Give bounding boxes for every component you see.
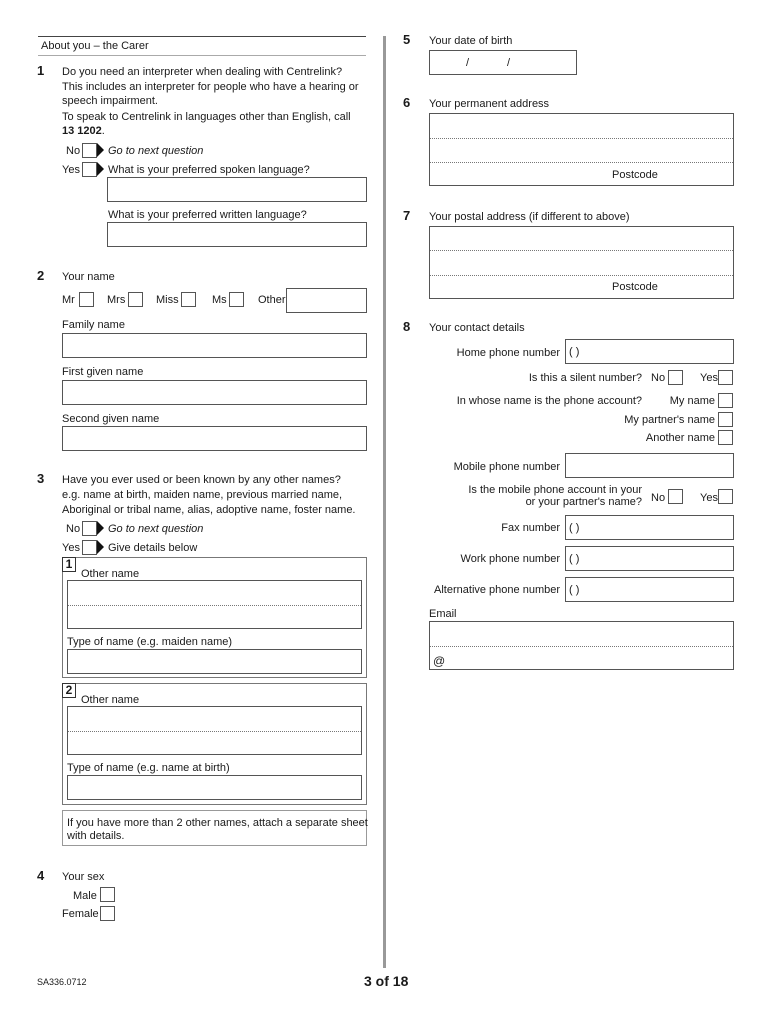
q1-number: 1 bbox=[37, 63, 45, 78]
q1-no-arrow-icon bbox=[97, 143, 104, 157]
alt-phone-label: Alternative phone number bbox=[434, 584, 560, 596]
silent-yes-label: Yes bbox=[700, 372, 718, 384]
q1-spoken-field[interactable] bbox=[107, 177, 367, 202]
q3-yes-arrow-icon bbox=[97, 540, 104, 554]
my-name-label: My name bbox=[669, 395, 715, 407]
female-label: Female bbox=[62, 908, 99, 920]
email-at-sign: @ bbox=[433, 654, 446, 668]
postal-address-field[interactable] bbox=[429, 226, 734, 299]
mobile-yes-label: Yes bbox=[700, 492, 718, 504]
dob-slash-1: / bbox=[466, 57, 470, 69]
home-phone-label: Home phone number bbox=[456, 347, 560, 359]
title-ms-checkbox[interactable] bbox=[229, 292, 244, 307]
email-divider bbox=[430, 646, 733, 647]
q7-number: 7 bbox=[403, 208, 411, 223]
q8-number: 8 bbox=[403, 319, 411, 334]
postal-address-divider-1 bbox=[430, 250, 733, 251]
other-name-2-label: Other name bbox=[81, 694, 140, 706]
permanent-address-divider-1 bbox=[430, 138, 733, 139]
q4-question: Your sex bbox=[62, 871, 105, 883]
other-name-2-type-field[interactable] bbox=[67, 775, 362, 800]
permanent-address-field[interactable] bbox=[429, 113, 734, 186]
q1-no-checkbox[interactable] bbox=[82, 143, 97, 158]
title-mr-checkbox[interactable] bbox=[79, 292, 94, 307]
alt-phone-field[interactable] bbox=[565, 577, 734, 602]
partner-name-label: My partner's name bbox=[624, 414, 715, 426]
q2-number: 2 bbox=[37, 268, 45, 283]
female-checkbox[interactable] bbox=[100, 906, 115, 921]
other-name-2-divider bbox=[68, 731, 361, 732]
form-code: SA336.0712 bbox=[37, 977, 87, 987]
family-name-label: Family name bbox=[62, 319, 125, 331]
note-line-2: with details. bbox=[67, 830, 125, 842]
q4-number: 4 bbox=[37, 868, 45, 883]
fax-label: Fax number bbox=[501, 522, 560, 534]
q3-no-label: No bbox=[66, 523, 81, 535]
male-label: Male bbox=[73, 890, 97, 902]
home-phone-area: ( ) bbox=[569, 346, 580, 358]
mobile-account-line-1: Is the mobile phone account in your bbox=[468, 484, 642, 496]
section-header-underline bbox=[38, 55, 366, 56]
other-name-1-type-label: Type of name (e.g. maiden name) bbox=[67, 636, 233, 648]
silent-no-checkbox[interactable] bbox=[668, 370, 683, 385]
q3-yes-checkbox[interactable] bbox=[82, 540, 97, 555]
male-checkbox[interactable] bbox=[100, 887, 115, 902]
postal-postcode-label: Postcode bbox=[612, 281, 658, 293]
another-name-checkbox[interactable] bbox=[718, 430, 733, 445]
q1-question: Do you need an interpreter when dealing with Centrelink? bbox=[62, 66, 343, 78]
q1-written-field[interactable] bbox=[107, 222, 367, 247]
q3-line3: Aboriginal or tribal name, alias, adoptive name, foster name. bbox=[62, 504, 356, 516]
mobile-no-label: No bbox=[651, 492, 666, 504]
q1-written-label: What is your preferred written language? bbox=[108, 209, 307, 221]
other-name-1-label: Other name bbox=[81, 568, 140, 580]
first-given-name-label: First given name bbox=[62, 366, 144, 378]
q7-question: Your postal address (if different to above) bbox=[429, 211, 630, 223]
q2-question: Your name bbox=[62, 271, 115, 283]
other-name-2-type-label: Type of name (e.g. name at birth) bbox=[67, 762, 230, 774]
fax-area: ( ) bbox=[569, 522, 580, 534]
silent-number-label: Is this a silent number? bbox=[528, 372, 642, 384]
q1-help-3: To speak to Centrelink in languages other than English, call bbox=[62, 111, 351, 123]
mobile-account-line-2: or your partner's name? bbox=[525, 496, 642, 508]
other-name-2-number: 2 bbox=[62, 683, 76, 698]
alt-phone-area: ( ) bbox=[569, 584, 580, 596]
silent-no-label: No bbox=[651, 372, 666, 384]
permanent-address-divider-2 bbox=[430, 162, 733, 163]
q1-help-2: speech impairment. bbox=[62, 95, 158, 107]
q6-question: Your permanent address bbox=[429, 98, 550, 110]
title-mrs-label: Mrs bbox=[107, 294, 126, 306]
q3-no-checkbox[interactable] bbox=[82, 521, 97, 536]
family-name-field[interactable] bbox=[62, 333, 367, 358]
second-given-name-label: Second given name bbox=[62, 413, 160, 425]
work-phone-label: Work phone number bbox=[460, 553, 560, 565]
q1-spoken-label: What is your preferred spoken language? bbox=[108, 164, 310, 176]
q1-no-label: No bbox=[66, 145, 81, 157]
q5-number: 5 bbox=[403, 32, 411, 47]
mobile-yes-checkbox[interactable] bbox=[718, 489, 733, 504]
title-mrs-checkbox[interactable] bbox=[128, 292, 143, 307]
q1-phone-number: 13 1202 bbox=[62, 125, 102, 137]
q1-phone-suffix: . bbox=[101, 125, 105, 137]
dob-slash-2: / bbox=[507, 57, 511, 69]
work-phone-area: ( ) bbox=[569, 553, 580, 565]
q3-no-arrow-icon bbox=[97, 521, 104, 535]
postal-address-divider-2 bbox=[430, 275, 733, 276]
q3-line1: Have you ever used or been known by any other names? bbox=[62, 474, 341, 486]
q1-yes-arrow-icon bbox=[97, 162, 104, 176]
q1-no-instruction: Go to next question bbox=[108, 145, 204, 157]
other-name-1-number: 1 bbox=[62, 557, 76, 572]
my-name-checkbox[interactable] bbox=[718, 393, 733, 408]
q3-no-instruction: Go to next question bbox=[108, 523, 204, 535]
q8-question: Your contact details bbox=[429, 322, 525, 334]
q1-yes-checkbox[interactable] bbox=[82, 162, 97, 177]
fax-field[interactable] bbox=[565, 515, 734, 540]
q3-number: 3 bbox=[37, 471, 45, 486]
mobile-phone-label: Mobile phone number bbox=[453, 461, 560, 473]
q1-help-1: This includes an interpreter for people who have a hearing or bbox=[62, 81, 359, 93]
q1-phone bbox=[62, 125, 105, 138]
email-label: Email bbox=[429, 608, 457, 620]
section-header-rule bbox=[38, 36, 366, 37]
work-phone-field[interactable] bbox=[565, 546, 734, 571]
whose-name-label: In whose name is the phone account? bbox=[456, 395, 642, 407]
column-divider bbox=[383, 36, 386, 968]
first-given-name-field[interactable] bbox=[62, 380, 367, 405]
q3-yes-instruction: Give details below bbox=[108, 542, 198, 554]
q3-yes-label: Yes bbox=[62, 542, 80, 554]
mobile-no-checkbox[interactable] bbox=[668, 489, 683, 504]
title-ms-label: Ms bbox=[212, 294, 227, 306]
note-line-1: If you have more than 2 other names, attach a separate sheet bbox=[67, 817, 368, 829]
permanent-postcode-label: Postcode bbox=[612, 169, 658, 181]
second-given-name-field[interactable] bbox=[62, 426, 367, 451]
silent-yes-checkbox[interactable] bbox=[718, 370, 733, 385]
home-phone-field[interactable] bbox=[565, 339, 734, 364]
partner-name-checkbox[interactable] bbox=[718, 412, 733, 427]
section-title: About you – the Carer bbox=[41, 40, 149, 52]
title-miss-checkbox[interactable] bbox=[181, 292, 196, 307]
title-miss-label: Miss bbox=[156, 294, 179, 306]
another-name-label: Another name bbox=[645, 432, 715, 444]
q3-line2: e.g. name at birth, maiden name, previous married name, bbox=[62, 489, 343, 501]
page-number: 3 of 18 bbox=[364, 973, 409, 989]
title-mr-label: Mr bbox=[62, 294, 75, 306]
q6-number: 6 bbox=[403, 95, 411, 110]
mobile-phone-field[interactable] bbox=[565, 453, 734, 478]
title-other-field[interactable] bbox=[286, 288, 367, 313]
date-of-birth-field[interactable] bbox=[429, 50, 577, 75]
title-other-label: Other bbox=[258, 294, 286, 306]
q1-yes-label: Yes bbox=[62, 164, 80, 176]
q5-question: Your date of birth bbox=[429, 35, 513, 47]
other-name-1-divider bbox=[68, 605, 361, 606]
other-name-1-type-field[interactable] bbox=[67, 649, 362, 674]
